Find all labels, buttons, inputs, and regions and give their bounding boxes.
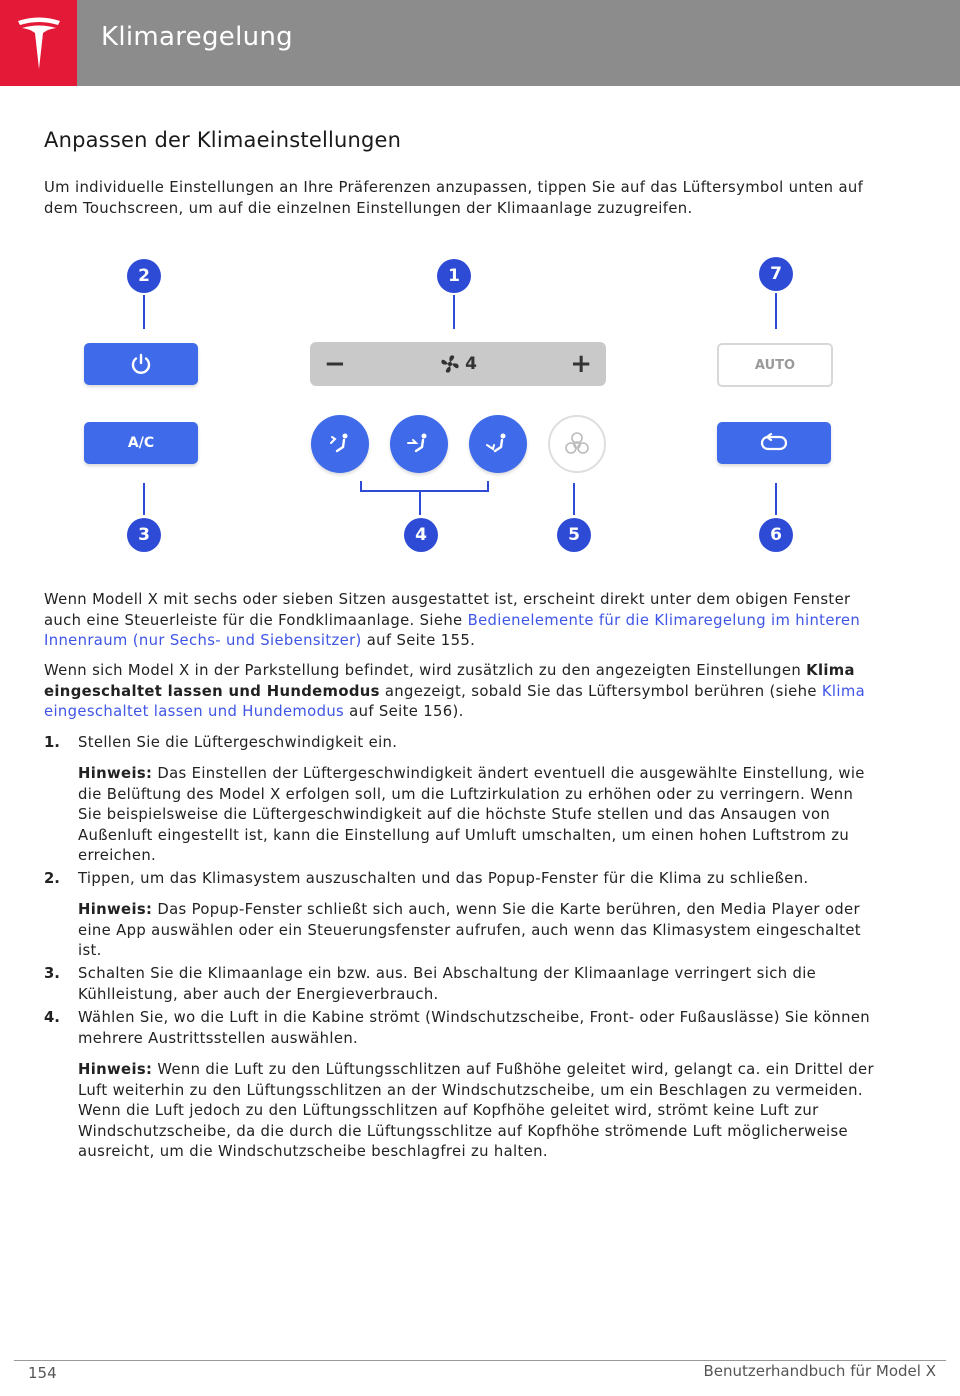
- fan-speed-bar: [310, 342, 606, 386]
- leader-line: [775, 293, 777, 329]
- list-text: Schalten Sie die Klimaanlage ein bzw. aus. Bei Abschaltung der Klimaanlage verringert sich die Kühlleistung, aber auch der Energieverbrauch.: [78, 965, 817, 1003]
- note-label: Hinweis:: [78, 1061, 153, 1078]
- leader-line: [143, 483, 145, 515]
- power-icon: [130, 353, 152, 375]
- tesla-logo: [0, 0, 77, 86]
- header-title: Klimaregelung: [101, 22, 293, 52]
- fan-increase-button[interactable]: +: [570, 349, 592, 379]
- note: [78, 764, 874, 867]
- list-text: Tippen, um das Klimasystem auszuschalten und das Popup-Fenster für die Klima zu schließen.: [78, 870, 809, 887]
- paragraph-text: auf Seite 155.: [361, 632, 476, 649]
- biohazard-icon: [562, 429, 592, 459]
- bold-term: Klima eingeschaltet lassen und Hundemodus: [44, 662, 855, 700]
- note-text: Das Popup-Fenster schließt sich auch, wenn Sie die Karte berühren, den Media Player oder eine App auswählen oder ein Steuerungsfenster aufrufen, auch wenn das Klimasystem eingeschaltet ist.: [78, 901, 861, 959]
- callout-3: 3: [127, 518, 161, 552]
- tesla-logo-icon: [16, 15, 62, 71]
- note: [78, 1060, 874, 1163]
- leader-line: [453, 295, 455, 329]
- power-button[interactable]: [84, 343, 198, 385]
- airflow-windshield-icon: [325, 429, 355, 459]
- callout-2: 2: [127, 259, 161, 293]
- bioweapon-defense-button[interactable]: [548, 415, 606, 473]
- paragraph-text: auf Seite 156).: [344, 703, 464, 720]
- callout-4: 4: [404, 518, 438, 552]
- list-text: Stellen Sie die Lüftergeschwindigkeit ein.: [78, 734, 398, 751]
- note-label: Hinweis:: [78, 901, 153, 918]
- list-number: 2.: [44, 870, 60, 887]
- leader-line: [573, 483, 575, 515]
- callout-5: 5: [557, 518, 591, 552]
- paragraph-text: Wenn Modell X mit sechs oder sieben Sitzen ausgestattet ist, erscheint direkt unter dem obigen Fenster auch eine Steuerleiste für die Fondklimaanlage. Siehe: [44, 591, 851, 629]
- airflow-feet-icon: [483, 429, 513, 459]
- note-text: Wenn die Luft zu den Lüftungsschlitzen auf Fußhöhe geleitet wird, gelangt ca. ein Drittel der Luft weiterhin zu den Lüftungsschlitzen an der Windschutzscheibe, um ein Beschlagen zu vermeiden. Wenn die Luft jedoch zu den Lüftungsschlitzen auf Kopfhöhe geleitet wird, strömt keine Luft zur Windschutzscheibe, da die durch die Lüftungsschlitze auf Kopfhöhe strömende Luft möglicherweise ausreicht, um die Windschutzscheibe beschlagfrei zu halten.: [78, 1061, 874, 1160]
- page-header: [0, 0, 960, 86]
- manual-title: Benutzerhandbuch für Model X: [703, 1362, 936, 1380]
- auto-button[interactable]: AUTO: [717, 343, 833, 387]
- paragraph-text: Wenn sich Model X in der Parkstellung befindet, wird zusätzlich zu den angezeigten Einstellungen: [44, 662, 807, 679]
- callout-1: 1: [437, 259, 471, 293]
- note-text: Das Einstellen der Lüftergeschwindigkeit ändert eventuell die ausgewählte Einstellung, wie die Belüftung des Model X erfolgen soll, um die Luftzirkulation zu erhöhen oder zu verringern. Wenn Sie beispielsweise die Lüftergeschwindigkeit auf die höchste Stufe stellen und das Ansaugen von Außenluft eingestellt ist, kann die Einstellung auf Umluft umschalten, um einen hohen Luftstrom zu erreichen.: [78, 765, 865, 864]
- airflow-face-icon: [404, 429, 434, 459]
- airflow-face-button[interactable]: [390, 415, 448, 473]
- fan-icon: [439, 353, 461, 375]
- park-mode-paragraph: [44, 661, 874, 723]
- fan-speed-level: 4: [465, 354, 477, 374]
- fan-decrease-button[interactable]: −: [324, 349, 346, 379]
- section-title: Anpassen der Klimaeinstellungen: [44, 128, 402, 152]
- note-label: Hinweis:: [78, 765, 153, 782]
- fan-speed-display: [439, 353, 477, 375]
- rear-climate-link[interactable]: Bedienelemente für die Klimaregelung im hinteren Innenraum (nur Sechs- und Siebensitzer): [44, 611, 861, 649]
- recirculate-button[interactable]: [717, 422, 831, 464]
- list-number: 1.: [44, 734, 60, 751]
- rear-climate-paragraph: [44, 590, 874, 652]
- list-text: Wählen Sie, wo die Luft in die Kabine strömt (Windschutzscheibe, Front- oder Fußauslässe) Sie können mehrere Austrittsstellen auswählen.: [78, 1009, 871, 1047]
- footer-divider: [14, 1360, 946, 1361]
- ac-button[interactable]: A/C: [84, 422, 198, 464]
- airflow-windshield-button[interactable]: [311, 415, 369, 473]
- page-number: 154: [28, 1364, 57, 1382]
- list-number: 4.: [44, 1009, 60, 1026]
- paragraph-text: angezeigt, sobald Sie das Lüftersymbol berühren (siehe: [379, 682, 822, 700]
- intro-paragraph: Um individuelle Einstellungen an Ihre Präferenzen anzupassen, tippen Sie auf das Lüftersymbol unten auf dem Touchscreen, um auf die einzelnen Einstellungen der Klimaanlage zuzugreifen.: [44, 179, 864, 217]
- list-number: 3.: [44, 965, 60, 982]
- note: [78, 900, 874, 962]
- bracket-line: [360, 481, 490, 517]
- keep-climate-dog-mode-link[interactable]: Klima eingeschaltet lassen und Hundemodus: [44, 682, 866, 720]
- callout-6: 6: [759, 518, 793, 552]
- recirculate-icon: [759, 433, 789, 453]
- airflow-feet-button[interactable]: [469, 415, 527, 473]
- climate-controls-diagram: [80, 255, 850, 555]
- leader-line: [775, 483, 777, 515]
- callout-7: 7: [759, 257, 793, 291]
- leader-line: [143, 295, 145, 329]
